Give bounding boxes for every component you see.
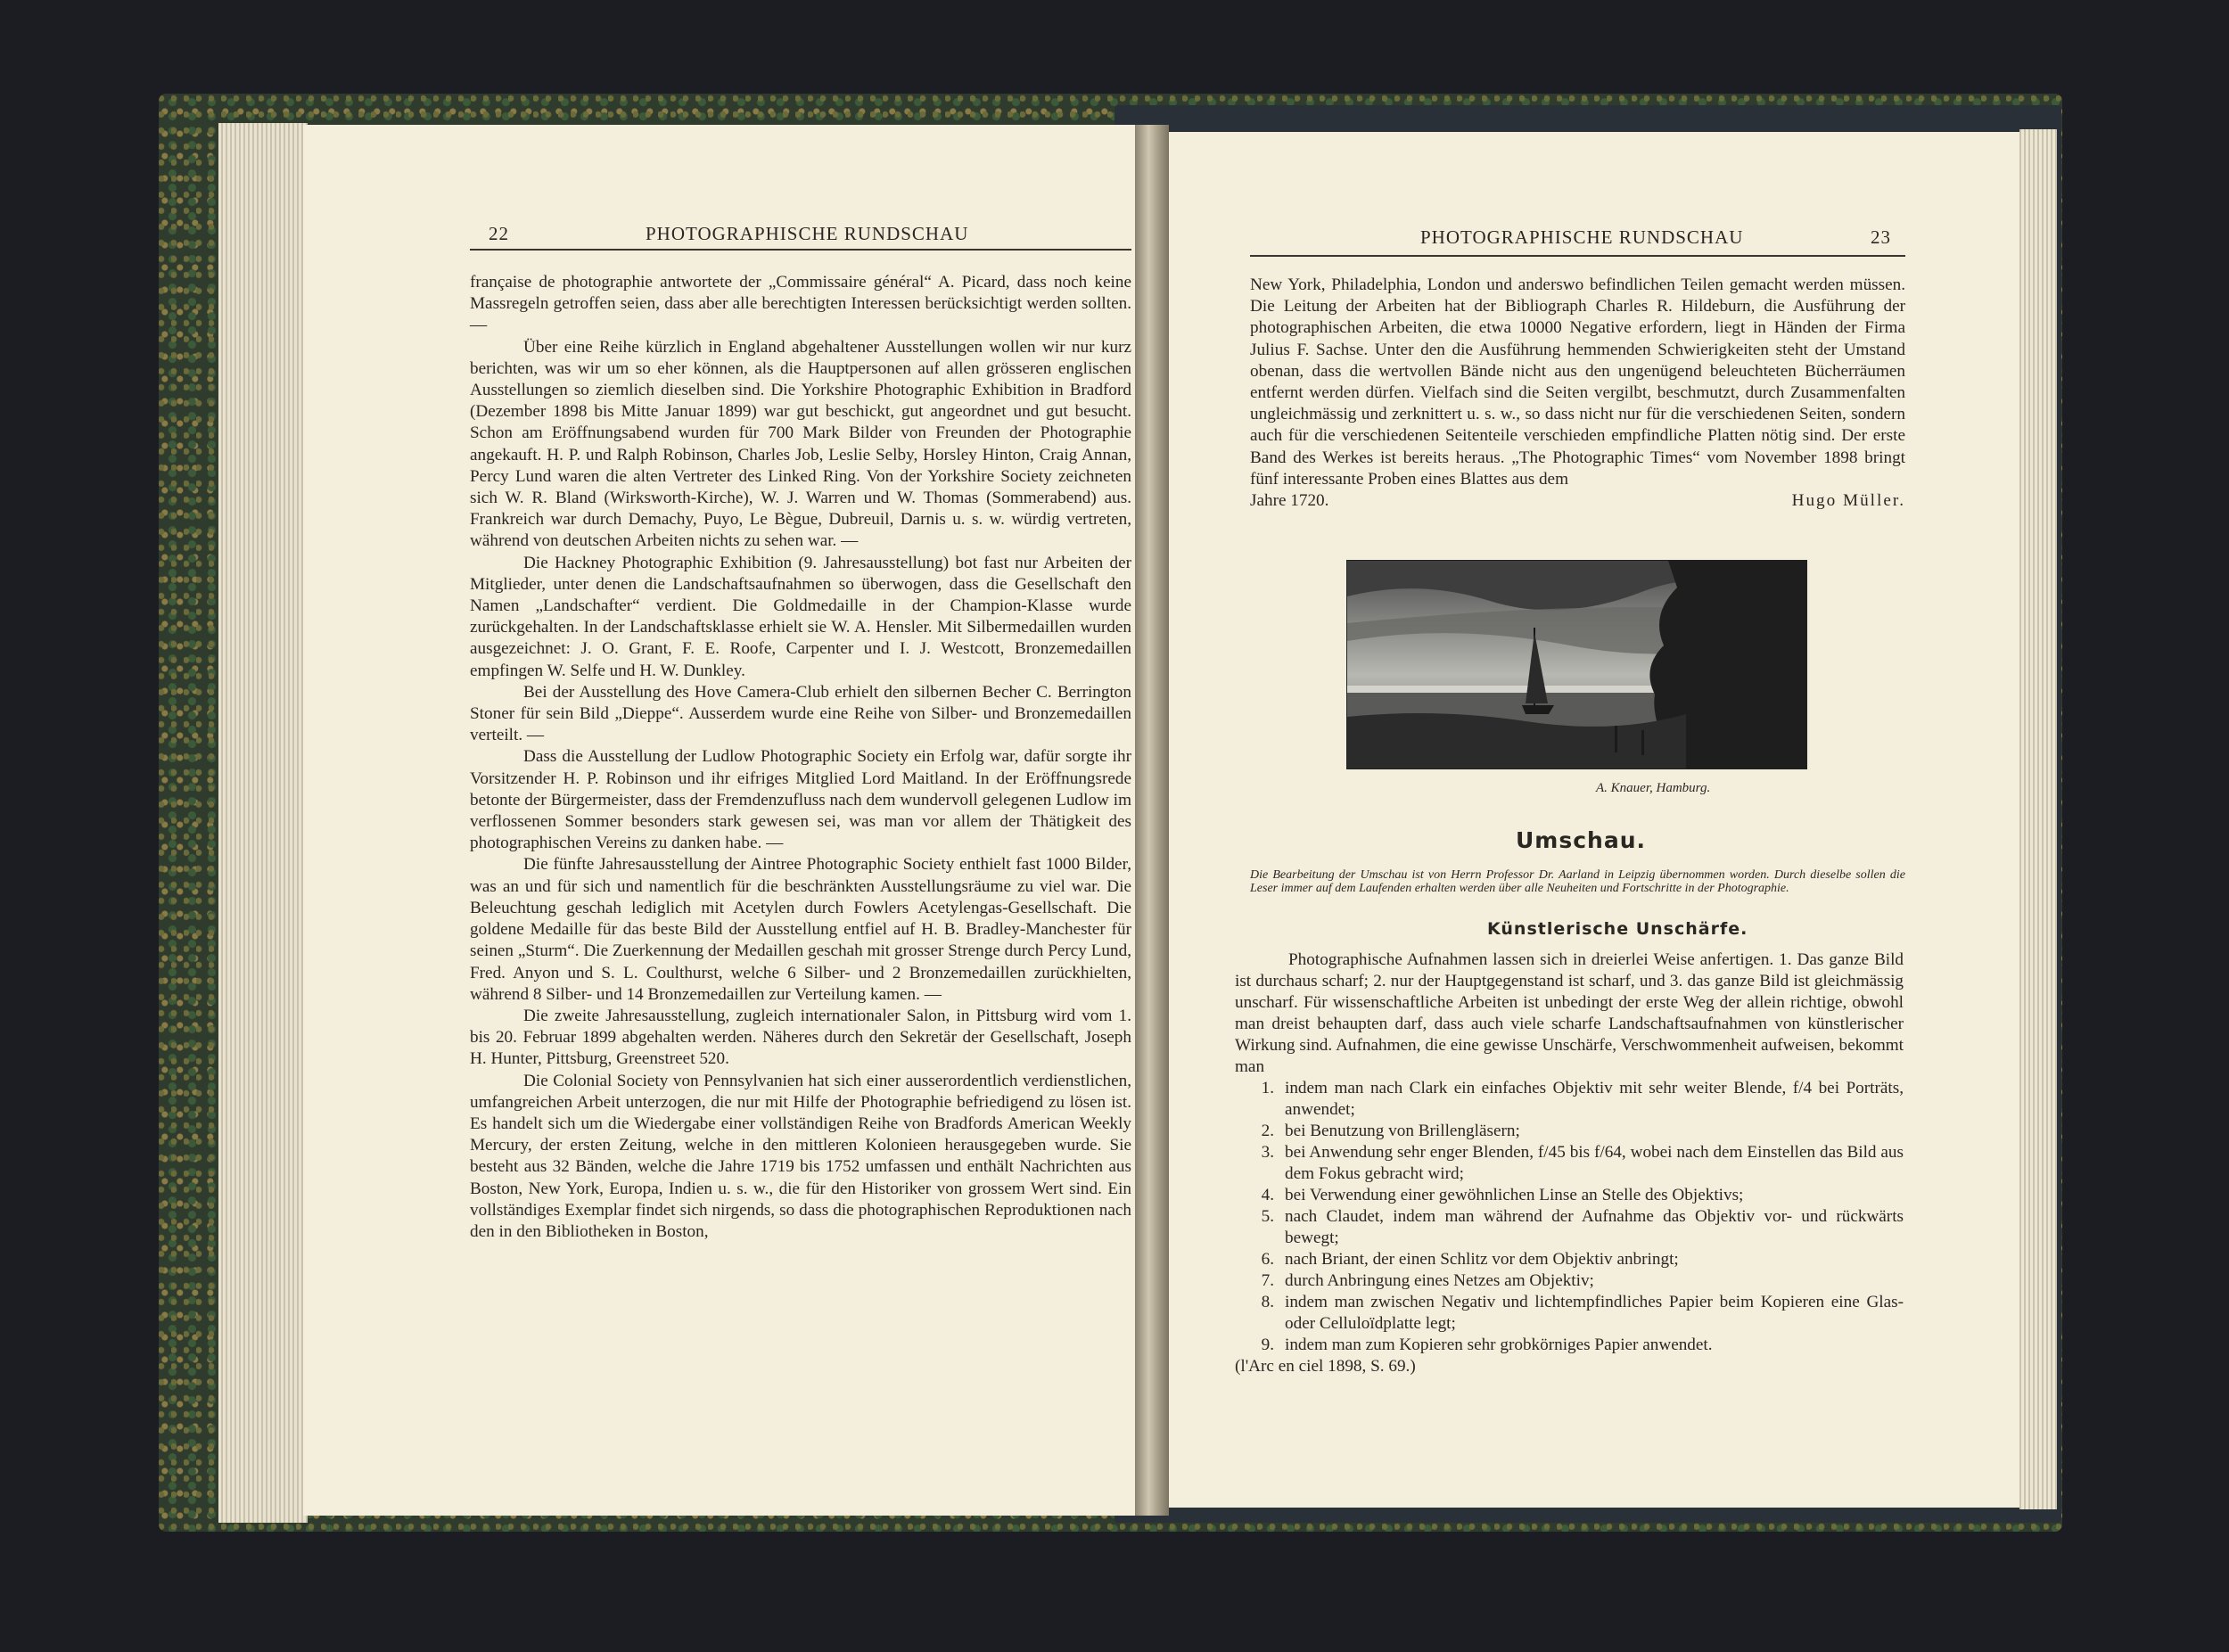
continuation-text xyxy=(1250,275,1905,512)
list-item xyxy=(1235,1078,1904,1121)
list-text: indem man zwischen Negativ und lichtempfindliches Papier beim Kopieren eine Glas- oder Celluloïdplatte legt; xyxy=(1285,1293,1904,1333)
list-item xyxy=(1235,1185,1904,1206)
list-text: bei Anwendung sehr enger Blenden, f/45 bis f/64, wobei nach dem Einstellen das Bild aus dem Fokus gebracht wird; xyxy=(1285,1143,1904,1183)
list-number: 4. xyxy=(1261,1186,1274,1204)
list-item xyxy=(1235,1335,1904,1356)
list-item xyxy=(1235,1121,1904,1142)
paragraph: Über eine Reihe kürzlich in England abgehaltener Ausstellungen wollen wir nur kurz berichten, was wir um so eher können, als die Hauptpersonen auf allen grösseren englischen Ausstellungen so ziemlich dieselben sind. Die Yorkshire Photographic Exhibition in Bradford (Dezember 1898 bis Mitte Januar 1899) war gut beschickt, gut angeordnet und gut besucht. Schon am Eröffnungsabend wurden für 700 Mark Bilder von Freunden der Photographie angekauft. H. P. und Ralph Robinson, Charles Job, Leslie Selby, Horsley Hinton, Craig Annan, Percy Lund waren die alten Vertreter des Linked Ring. Von der Yorkshire Society zeichneten sich W. R. Bland (Wirksworth-Kirche), W. J. Warren und W. Thomas (Sommerabend) aus. Frankreich war durch Demachy, Puyo, Le Bègue, Dubreuil, Darnis u. s. w. würdig vertreten, während von deutschen Arbeiten nichts zu sehen war. — xyxy=(470,337,1131,551)
list-item xyxy=(1235,1270,1904,1292)
list-item xyxy=(1235,1142,1904,1185)
photo-caption: A. Knauer, Hamburg. xyxy=(1596,781,1711,795)
paragraph-end: Jahre 1720. xyxy=(1250,491,1329,511)
paragraph: Die fünfte Jahresausstellung der Aintree Photographic Society enthielt fast 1000 Bilder, was an und für sich und namentlich für die beschränkten Ausstellungsräume zu viel war. Die Beleuchtung geschah lediglich mit Acetylen durch Fowlers Acetylengas-Gesellschaft. Die goldene Medaille für das beste Bild der Ausstellung entfiel auf H. B. Bradley-Manchester für seinen „Sturm“. Die Zuerkennung der Medaillen geschah mit grosser Strenge durch Percy Lund, Fred. Anyon und S. L. Coulthurst, welche 6 Silber- und 2 Bronzemedaillen zurückhielten, während 8 Silber- und 14 Bronzemedaillen zur Verteilung kamen. — xyxy=(470,855,1131,1004)
paragraph: Die zweite Jahresausstellung, zugleich internationaler Salon, in Pittsburg wird vom 1. bis 20. Februar 1899 abgehalten werden. Näheres durch den Sekretär der Gesellschaft, Joseph H. Hunter, Pittsburg, Greenstreet 520. xyxy=(470,1006,1131,1069)
paragraph: Dass die Ausstellung der Ludlow Photographic Society ein Erfolg war, dafür sorgte ihr Vorsitzender H. P. Robinson und ihr eifriges Mitglied Lord Maitland. In der Eröffnungsrede betonte der Bürgermeister, dass der Fremdenzufluss nach dem wundervoll gelegenen Ludlow im verflossenen Sommer besonders stark gewesen sei, was man vor allem der Thätigkeit des photographischen Vereins zu danken habe. — xyxy=(470,747,1131,853)
list-number: 9. xyxy=(1261,1336,1274,1354)
list-number: 1. xyxy=(1261,1079,1274,1097)
running-head-right: PHOTOGRAPHISCHE RUNDSCHAU xyxy=(1420,226,1744,248)
list-number: 6. xyxy=(1261,1250,1274,1269)
intro-paragraph: Photographische Aufnahmen lassen sich in dreierlei Weise anfertigen. 1. Das ganze Bild ist durchaus scharf; 2. nur der Hauptgegenstand ist scharf, und 3. das ganze Bild ist gleichmässig unscharf. Für wissenschaftliche Arbeiten ist unbedingt der erste Weg der allein richtige, obwohl man dreist behaupten darf, dass auch viele scharfe Landschaftsaufnahmen von künstlerischer Wirkung sind. Aufnahmen, die eine gewisse Unschärfe, Verschwommenheit aufweisen, bekommt man xyxy=(1235,950,1904,1076)
method-list xyxy=(1235,949,1904,1377)
list-number: 7. xyxy=(1261,1271,1274,1290)
list-text: indem man nach Clark ein einfaches Objektiv mit sehr weiter Blende, f/4 bei Porträts, anwendet; xyxy=(1285,1079,1904,1119)
paragraph: Bei der Ausstellung des Hove Camera-Club erhielt den silbernen Becher C. Berrington Stoner für sein Bild „Dieppe“. Ausserdem wurde eine Reihe von Silber- und Bronzemedaillen verteilt. — xyxy=(470,682,1131,745)
list-item xyxy=(1235,1206,1904,1249)
landscape-photograph xyxy=(1346,560,1807,769)
list-text: indem man zum Kopieren sehr grobkörniges Papier anwendet. xyxy=(1285,1336,1713,1354)
page-stack-left xyxy=(218,123,308,1523)
paragraph: française de photographie antwortete der „Commissaire général“ A. Picard, dass noch keine Massregeln getroffen seien, dass aber alle berechtigten Interessen berücksichtigt werden sollten. — xyxy=(470,273,1131,335)
paragraph: Die Hackney Photographic Exhibition (9. Jahresausstellung) bot fast nur Arbeiten der Mitglieder, unter denen die Landschaftsaufnahmen so überwogen, dass die Gesellschaft den Namen „Landschafter“ verdient. Die Goldmedaille in der Champion-Klasse wurde zurückgehalten. In der Landschaftsklasse erhielt sie W. A. Hensler. Mit Silbermedaillen wurden ausgezeichnet: J. O. Grant, F. E. Roofe, Carpenter und I. J. Westcott, Bronzemedaillen empfingen W. Selfe und H. W. Dunkley. xyxy=(470,553,1131,680)
editor-note: Die Bearbeitung der Umschau ist von Herrn Professor Dr. Aarland in Leipzig übernommen worden. Durch dieselbe sollen die Leser immer auf dem Laufenden erhalten werden über alle Neuheiten und Fortschritte in der Photographie. xyxy=(1250,868,1905,895)
list-text: durch Anbringung eines Netzes am Objektiv; xyxy=(1285,1271,1594,1290)
page-stack-right xyxy=(2019,129,2057,1509)
header-rule-right xyxy=(1250,255,1905,257)
list-text: bei Benutzung von Brillengläsern; xyxy=(1285,1122,1520,1140)
list-text: bei Verwendung einer gewöhnlichen Linse an Stelle des Objektivs; xyxy=(1285,1186,1744,1204)
left-page-text xyxy=(470,272,1131,1243)
book-gutter xyxy=(1135,125,1169,1516)
header-rule-left xyxy=(470,249,1131,251)
running-head-left: PHOTOGRAPHISCHE RUNDSCHAU xyxy=(646,223,969,244)
list-number: 2. xyxy=(1261,1122,1274,1140)
list-item xyxy=(1235,1249,1904,1270)
section-title: Umschau. xyxy=(1516,827,1647,853)
source-citation: (l'Arc en ciel 1898, S. 69.) xyxy=(1235,1357,1416,1376)
page-number-left: 22 xyxy=(489,223,509,244)
list-item xyxy=(1235,1292,1904,1335)
list-text: nach Claudet, indem man während der Aufnahme das Objektiv vor- und rückwärts bewegt; xyxy=(1285,1207,1904,1247)
subsection-title: Künstlerische Unschärfe. xyxy=(1487,919,1748,939)
author-signature: Hugo Müller. xyxy=(1791,491,1905,511)
paragraph: New York, Philadelphia, London und anderswo befindlichen Teilen gemacht werden müssen. Die Leitung der Arbeiten hat der Bibliograph Charles R. Hildeburn, die Ausführung der photographischen Arbeiten, die etwa 10000 Negative erfordern, liegt in Händen der Firma Julius F. Sachse. Unter den die Ausführung hemmenden Schwierigkeiten steht der Umstand obenan, dass die wertvollen Bände nicht aus den ungenügend beleuchteten Bücherräumen entfernt werden dürfen. Vielfach sind die Seiten vergilbt, beschmutzt, durch Zusammenfalten ungleichmässig und zerknittert u. s. w., so dass nicht nur für die verschiedenen Seiten, sondern auch für die verschiedenen Seitenteile verschieden empfindliche Platten nötig sind. Der erste Band des Werkes ist bereits heraus. „The Photographic Times“ vom November 1898 bringt fünf interessante Proben eines Blattes aus dem xyxy=(1250,275,1905,489)
page-number-right: 23 xyxy=(1871,226,1891,248)
list-number: 5. xyxy=(1261,1207,1274,1226)
list-number: 8. xyxy=(1261,1293,1274,1311)
paragraph: Die Colonial Society von Pennsylvanien hat sich einer ausserordentlich verdienstlichen, umfangreichen Arbeit unterzogen, die nur mit Hilfe der Photographie befriedigend zu lösen ist. Es handelt sich um die Wiedergabe einer vollständigen Reihe von Bradfords American Weekly Mercury, der ersten Zeitung, welche in den mittleren Kolonieen herausgegeben wurde. Sie besteht aus 32 Bänden, welche die Jahre 1719 bis 1752 umfassen und enthält Nachrichten aus Boston, New York, Europa, Indien u. s. w., die für den Historiker von grossem Wert sind. Ein vollständiges Exemplar findet sich nirgends, so dass die photographischen Reproduktionen nach den in den Bibliotheken in Boston, xyxy=(470,1071,1131,1241)
list-number: 3. xyxy=(1261,1143,1274,1162)
list-text: nach Briant, der einen Schlitz vor dem Objektiv anbringt; xyxy=(1285,1250,1679,1269)
